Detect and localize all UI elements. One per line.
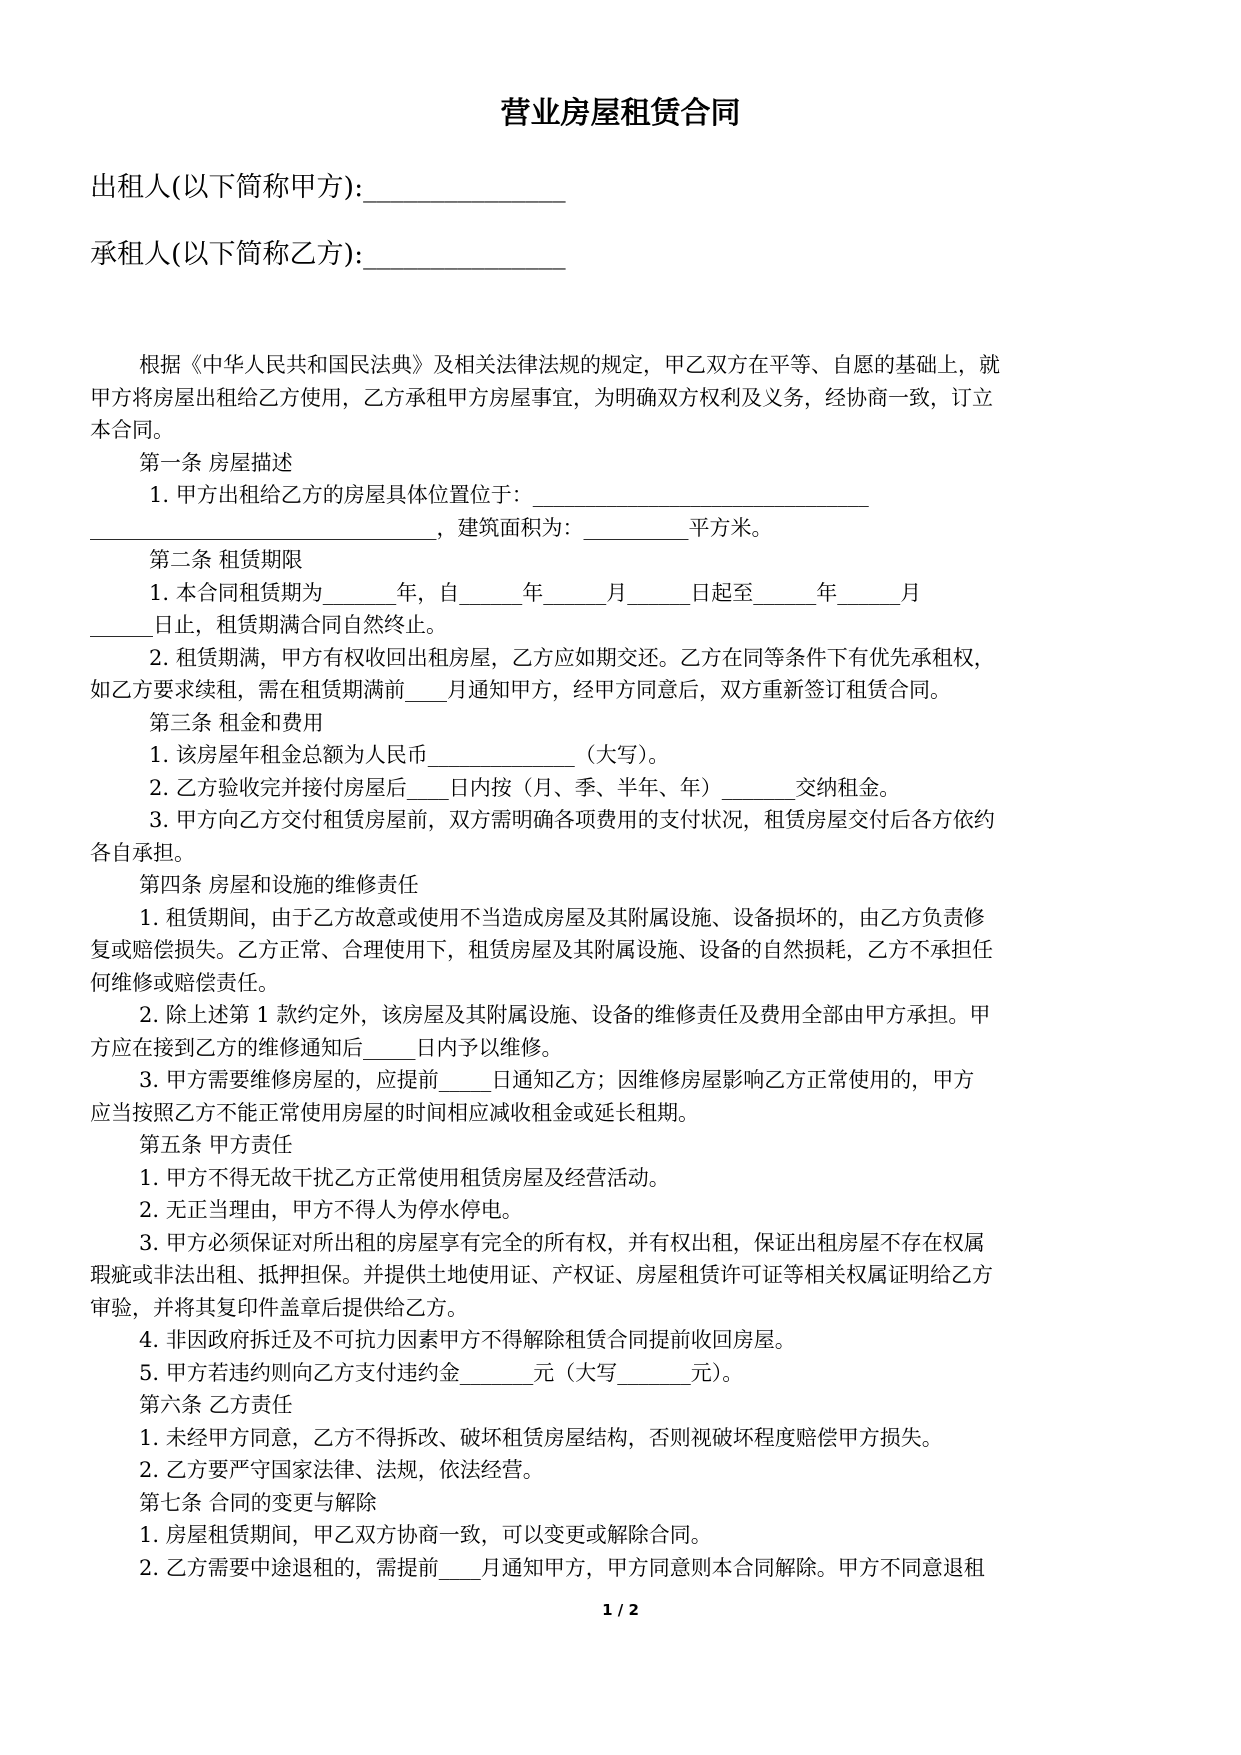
- clause-line: 3. 甲方向乙方交付租赁房屋前，双方需明确各项费用的支付状况，租赁房屋交付后各方依约: [149, 808, 995, 832]
- clause-line: ______日止，租赁期满合同自然终止。: [90, 613, 447, 637]
- clause-line: 3. 甲方需要维修房屋的，应提前_____日通知乙方；因维修房屋影响乙方正常使用的，甲方: [139, 1068, 975, 1092]
- clause-line: 2. 无正当理由，甲方不得人为停水停电。: [139, 1198, 523, 1222]
- clause-line: 1. 甲方不得无故干扰乙方正常使用租赁房屋及经营活动。: [139, 1165, 670, 1190]
- clause-line: 1. 该房屋年租金总额为人民币______________（大写）。: [149, 743, 670, 767]
- clause-line: 审验，并将其复印件盖章后提供给乙方。: [90, 1295, 468, 1320]
- clause-line: 复或赔偿损失。乙方正常、合理使用下，租赁房屋及其附属设施、设备的自然损耗，乙方不承担任: [90, 938, 993, 962]
- clause-line: 如乙方要求续租，需在租赁期满前____月通知甲方，经甲方同意后，双方重新签订租赁合同。: [90, 678, 951, 702]
- page-number: 1 / 2: [602, 1601, 639, 1619]
- article-5-heading: 第五条 甲方责任: [139, 1133, 293, 1157]
- clause-line: 1. 未经甲方同意，乙方不得拆改、破坏租赁房屋结构，否则视破坏程度赔偿甲方损失。: [139, 1425, 943, 1450]
- clause-line: 2. 乙方验收完并接付房屋后____日内按（月、季、半年、年）_______交纳租金。: [149, 775, 901, 800]
- clause-line: 1. 房屋租赁期间，甲乙双方协商一致，可以变更或解除合同。: [139, 1523, 712, 1547]
- clause-line: 应当按照乙方不能正常使用房屋的时间相应减收租金或延长租期。: [90, 1100, 699, 1125]
- clause-line: 2. 乙方要严守国家法律、法规，依法经营。: [139, 1458, 544, 1482]
- clause-line: 3. 甲方必须保证对所出租的房屋享有完全的所有权，并有权出租，保证出租房屋不存在权属: [139, 1230, 985, 1255]
- lessor-line: 出租人(以下简称甲方):_______________: [90, 172, 566, 203]
- preamble-line: 甲方将房屋出租给乙方使用，乙方承租甲方房屋事宜，为明确双方权利及义务，经协商一致，订立: [90, 385, 993, 410]
- article-3-heading: 第三条 租金和费用: [149, 710, 324, 735]
- clause-line: 何维修或赔偿责任。: [90, 970, 279, 995]
- clause-line: 瑕疵或非法出租、抵押担保。并提供土地使用证、产权证、房屋租赁许可证等相关权属证明给乙方: [90, 1263, 993, 1287]
- article-6-heading: 第六条 乙方责任: [139, 1393, 293, 1417]
- clause-line: 各自承担。: [90, 840, 195, 865]
- clause-line: 1. 租赁期间，由于乙方故意或使用不当造成房屋及其附属设施、设备损坏的，由乙方负责修: [139, 905, 985, 930]
- clause-line: 2. 除上述第 1 款约定外，该房屋及其附属设施、设备的维修责任及费用全部由甲方承担。甲: [139, 1003, 991, 1027]
- document-title: 营业房屋租赁合同: [500, 96, 741, 131]
- preamble-line: 根据《中华人民共和国民法典》及相关法律法规的规定，甲乙双方在平等、自愿的基础上，就: [139, 353, 1000, 377]
- clause-line: 1. 甲方出租给乙方的房屋具体位置位于：________________________________: [149, 483, 869, 507]
- contract-body: [90, 349, 1150, 1584]
- clause-line: 5. 甲方若违约则向乙方支付违约金_______元（大写_______元）。: [139, 1360, 744, 1385]
- clause-line: 1. 本合同租赁期为_______年，自______年______月______日起至______年______月: [149, 580, 922, 605]
- clause-line: 2. 乙方需要中途退租的，需提前____月通知甲方，甲方同意则本合同解除。甲方不同意退租: [139, 1555, 985, 1580]
- clause-line: 方应在接到乙方的维修通知后_____日内予以维修。: [90, 1035, 563, 1060]
- article-1-heading: 第一条 房屋描述: [139, 450, 293, 475]
- clause-line: _________________________________，建筑面积为：__________平方米。: [90, 515, 773, 540]
- article-7-heading: 第七条 合同的变更与解除: [139, 1490, 377, 1515]
- preamble-line: 本合同。: [90, 418, 174, 442]
- lessee-line: 承租人(以下简称乙方):_______________: [90, 239, 566, 270]
- clause-line: 4. 非因政府拆迁及不可抗力因素甲方不得解除租赁合同提前收回房屋。: [139, 1328, 796, 1352]
- clause-line: 2. 租赁期满，甲方有权收回出租房屋，乙方应如期交还。乙方在同等条件下有优先承租权，: [149, 645, 995, 670]
- article-4-heading: 第四条 房屋和设施的维修责任: [139, 873, 419, 897]
- article-2-heading: 第二条 租赁期限: [149, 548, 303, 572]
